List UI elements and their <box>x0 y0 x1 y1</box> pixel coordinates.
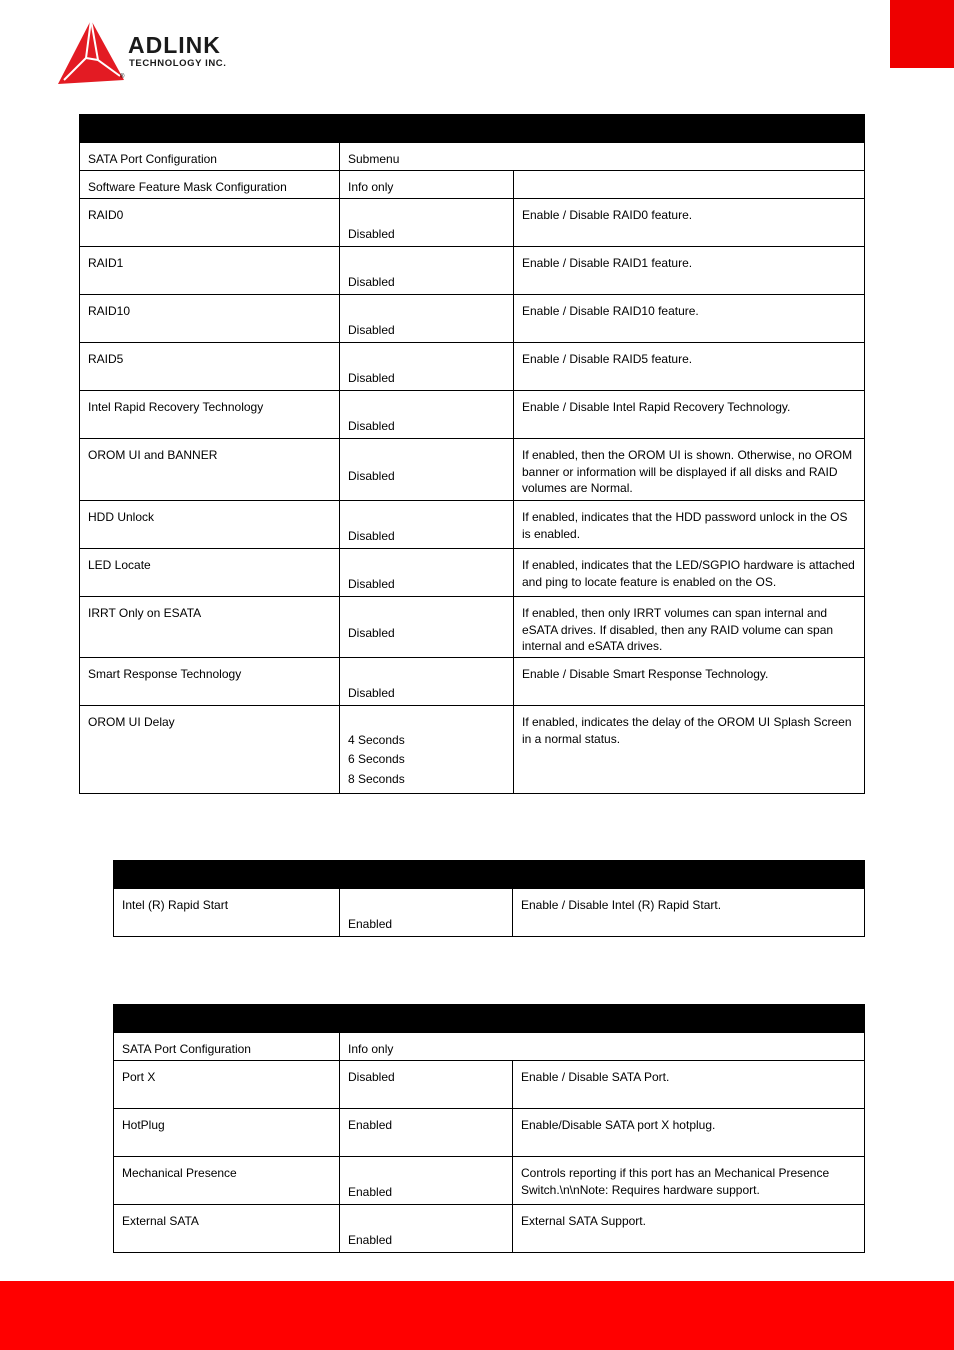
setting-description: If enabled, indicates that the HDD password unlock in the OS is enabled. <box>514 501 865 549</box>
setting-name: Intel Rapid Recovery Technology <box>80 391 340 439</box>
setting-value: Disabled <box>340 501 514 549</box>
table-row <box>80 199 865 247</box>
chapter-tab <box>890 0 954 68</box>
setting-value: Disabled <box>340 199 514 247</box>
setting-value: Disabled <box>340 343 514 391</box>
setting-description: Enable / Disable RAID1 feature. <box>514 247 865 295</box>
setting-name: Software Feature Mask Configuration <box>80 171 340 199</box>
setting-description: Enable / Disable Intel (R) Rapid Start. <box>513 889 865 937</box>
setting-value: Disabled <box>340 295 514 343</box>
table-row <box>80 143 865 171</box>
table-row <box>80 295 865 343</box>
setting-value: Enabled <box>340 889 513 937</box>
setting-name: RAID5 <box>80 343 340 391</box>
setting-value: Enabled <box>340 1205 513 1253</box>
option-item: 6 Seconds <box>348 752 405 766</box>
table-row <box>80 597 865 658</box>
adlink-triangle-icon <box>58 18 128 86</box>
setting-description <box>514 171 865 199</box>
setting-name: SATA Port Configuration <box>80 143 340 171</box>
setting-description: Enable / Disable Intel Rapid Recovery Technology. <box>514 391 865 439</box>
table-row <box>80 501 865 549</box>
option-item: 8 Seconds <box>348 771 405 786</box>
setting-name: Smart Response Technology <box>80 658 340 706</box>
setting-description: External SATA Support. <box>513 1205 865 1253</box>
setting-name: OROM UI and BANNER <box>80 439 340 501</box>
setting-options <box>340 706 514 794</box>
setting-value: Disabled <box>340 658 514 706</box>
setting-name: SATA Port Configuration <box>114 1033 340 1061</box>
setting-value: Disabled <box>340 597 514 658</box>
setting-description: Enable / Disable RAID0 feature. <box>514 199 865 247</box>
setting-name: RAID1 <box>80 247 340 295</box>
setting-description: If enabled, indicates the delay of the OROM UI Splash Screen in a normal status. <box>514 706 865 794</box>
setting-value: Submenu <box>340 143 865 171</box>
table-row <box>114 1033 865 1061</box>
setting-name: Mechanical Presence <box>114 1157 340 1205</box>
table-row <box>80 247 865 295</box>
setting-description: Controls reporting if this port has an Mechanical Presence Switch.\n\nNote: Requires hardware support. <box>513 1157 865 1205</box>
table-row <box>114 1157 865 1205</box>
setting-value: Enabled <box>340 1157 513 1205</box>
footer-band <box>0 1281 954 1350</box>
setting-description: If enabled, indicates that the LED/SGPIO hardware is attached and ping to locate feature is enabled on the OS. <box>514 549 865 597</box>
table-row <box>114 889 865 937</box>
setting-description: Enable/Disable SATA port X hotplug. <box>513 1109 865 1157</box>
setting-value: Disabled <box>340 439 514 501</box>
setting-description: Enable / Disable Smart Response Technology. <box>514 658 865 706</box>
setting-description: If enabled, then only IRRT volumes can span internal and eSATA drives. If disabled, then any RAID volume can span internal and eSATA drives. <box>514 597 865 658</box>
setting-description: Enable / Disable RAID5 feature. <box>514 343 865 391</box>
sata-configuration-table <box>79 114 865 794</box>
setting-description: Enable / Disable SATA Port. <box>513 1061 865 1109</box>
setting-value: Enabled <box>340 1109 513 1157</box>
logo-subtitle: TECHNOLOGY INC. <box>129 58 227 69</box>
table-row <box>80 343 865 391</box>
setting-value: Disabled <box>340 247 514 295</box>
setting-name: Port X <box>114 1061 340 1109</box>
setting-name: RAID10 <box>80 295 340 343</box>
sata-port-table <box>113 1004 865 1253</box>
table-row <box>80 549 865 597</box>
table-header-bar <box>80 115 865 143</box>
table-row <box>80 171 865 199</box>
setting-value: Disabled <box>340 1061 513 1109</box>
table-row <box>114 1109 865 1157</box>
rapid-start-table <box>113 860 865 937</box>
setting-name: RAID0 <box>80 199 340 247</box>
setting-name: LED Locate <box>80 549 340 597</box>
registered-mark: ® <box>120 74 125 80</box>
table-row <box>114 1205 865 1253</box>
table-row <box>114 1061 865 1109</box>
setting-name: HotPlug <box>114 1109 340 1157</box>
setting-value: Disabled <box>340 391 514 439</box>
setting-name: OROM UI Delay <box>80 706 340 794</box>
table-header-bar <box>114 1005 865 1033</box>
setting-value: Disabled <box>340 549 514 597</box>
setting-name: HDD Unlock <box>80 501 340 549</box>
setting-name: IRRT Only on ESATA <box>80 597 340 658</box>
table-row <box>80 391 865 439</box>
adlink-logo <box>58 18 268 86</box>
setting-value: Info only <box>340 171 514 199</box>
setting-description: Enable / Disable RAID10 feature. <box>514 295 865 343</box>
table-header-bar <box>114 861 865 889</box>
setting-name: Intel (R) Rapid Start <box>114 889 340 937</box>
setting-name: External SATA <box>114 1205 340 1253</box>
table-row <box>80 439 865 501</box>
table-row <box>80 658 865 706</box>
setting-value: Info only <box>340 1033 865 1061</box>
setting-description: If enabled, then the OROM UI is shown. Otherwise, no OROM banner or information will be displayed if all disks and RAID volumes are Normal. <box>514 439 865 501</box>
option-item: 4 Seconds <box>348 732 405 747</box>
logo-wordmark: ADLINK <box>128 32 221 58</box>
table-row <box>80 706 865 794</box>
